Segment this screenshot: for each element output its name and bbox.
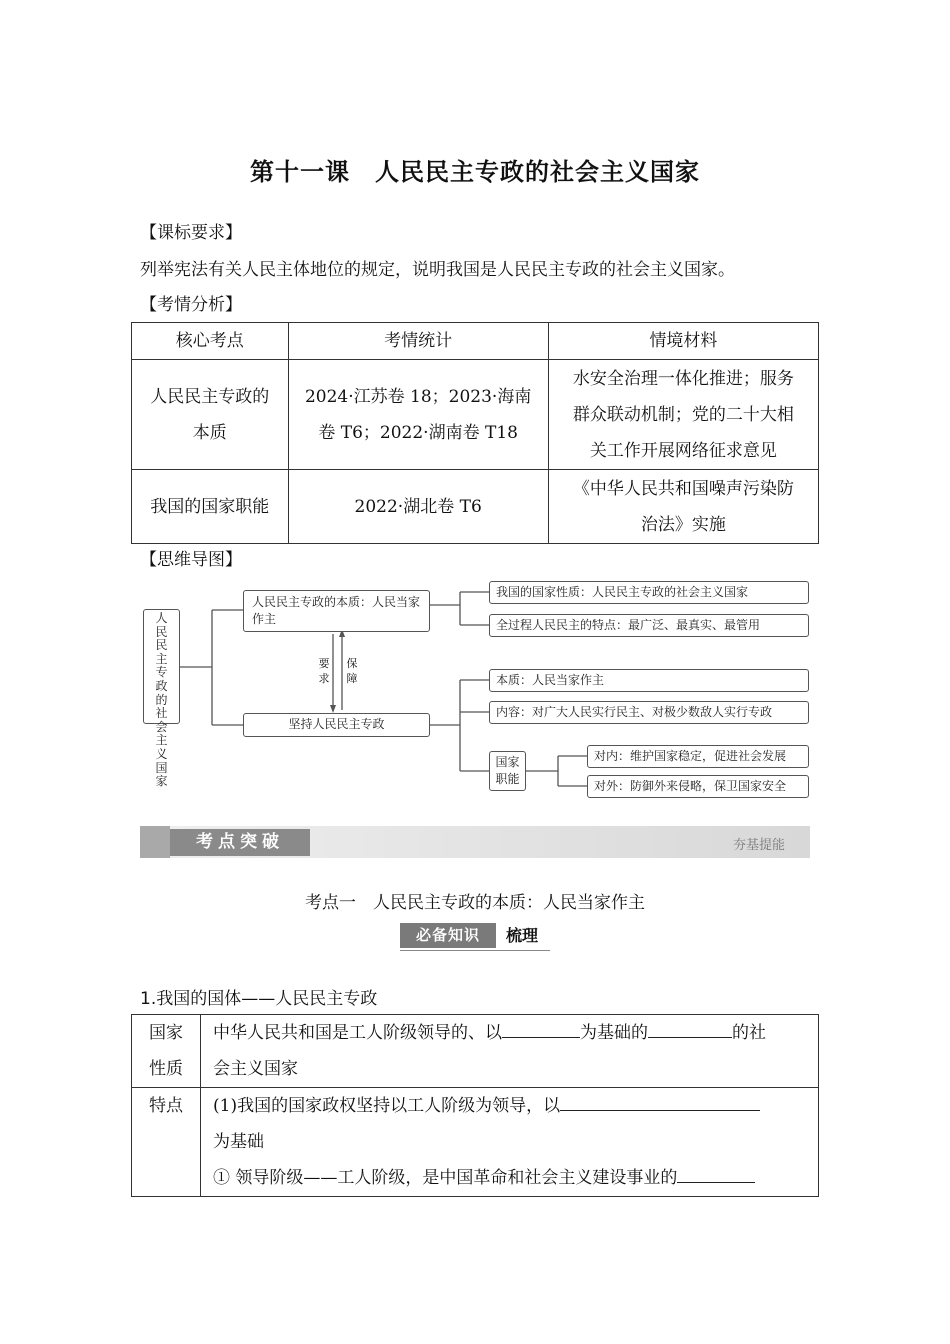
section1-title: 1.我国的国体——人民民主专政 — [140, 989, 378, 1009]
feature-cell: (1)我国的国家政权坚持以工人阶级为领导，以 为基础 ① 领导阶级——工人阶级，是中国革命和社会主义建设事业的 — [201, 1088, 819, 1197]
feature-head: 特点 — [132, 1088, 201, 1197]
blank-4[interactable] — [677, 1160, 755, 1183]
header-stats: 考情统计 — [288, 323, 548, 360]
mindmap-node-external: 对外：防御外来侵略，保卫国家安全 — [587, 775, 809, 798]
curriculum-text: 列举宪法有关人民主体地位的规定，说明我国是人民民主专政的社会主义国家。 — [140, 260, 735, 280]
mindmap-node-nature: 我国的国家性质：人民民主专政的社会主义国家 — [489, 581, 809, 604]
tag-underline — [400, 950, 550, 951]
header-topic: 核心考点 — [132, 323, 289, 360]
mindmap-req: 要求 — [318, 657, 330, 685]
banner-tab: 考点突破 — [170, 829, 310, 856]
row1-material: 水安全治理一体化推进；服务 群众联动机制；党的二十大相 关工作开展网络征求意见 — [548, 360, 818, 470]
row1-stats: 2024·江苏卷 18；2023·海南 卷 T6；2022·湖南卷 T18 — [288, 360, 548, 470]
row2-topic: 我国的国家职能 — [132, 470, 289, 544]
nature-head: 国家 性质 — [132, 1015, 201, 1088]
banner-strip — [140, 826, 170, 858]
mindmap-adhere: 坚持人民民主专政 — [243, 713, 430, 737]
point-title: 考点一 人民民主专政的本质：人民当家作主 — [305, 893, 645, 913]
banner-right-text: 夯基提能 — [732, 838, 785, 853]
mindmap-node-whole-process: 全过程人民民主的特点：最广泛、最真实、最管用 — [489, 614, 809, 637]
blank-1[interactable] — [502, 1015, 580, 1038]
header-material: 情境材料 — [548, 323, 818, 360]
mindmap-root: 人民民主专政的社会主义国家 — [143, 609, 180, 724]
nature-cell: 中华人民共和国是工人阶级领导的、以 为基础的 的社 会主义国家 — [201, 1015, 819, 1088]
tag-review: 梳理 — [506, 926, 539, 945]
knowledge-table — [131, 1014, 819, 1197]
mindmap-label: 【思维导图】 — [140, 550, 242, 570]
mindmap-node-content: 内容：对广大人民实行民主、对极少数敌人实行专政 — [489, 701, 809, 724]
analysis-label: 【考情分析】 — [140, 295, 242, 315]
tag-knowledge: 必备知识 — [400, 923, 496, 948]
blank-2[interactable] — [648, 1015, 732, 1038]
row2-stats: 2022·湖北卷 T6 — [288, 470, 548, 544]
mindmap-node-functions: 国家职能 — [489, 751, 526, 791]
mindmap-guar: 保障 — [346, 657, 358, 685]
curriculum-label: 【课标要求】 — [140, 223, 242, 243]
row2-material: 《中华人民共和国噪声污染防 治法》实施 — [548, 470, 818, 544]
page-title: 第十一课 人民民主专政的社会主义国家 — [250, 157, 700, 186]
row1-topic: 人民民主专政的 本质 — [132, 360, 289, 470]
mindmap-node-essence: 本质：人民当家作主 — [489, 669, 809, 692]
mindmap-node-internal: 对内：维护国家稳定，促进社会发展 — [587, 745, 809, 768]
blank-3[interactable] — [560, 1088, 760, 1111]
mindmap-essence: 人民民主专政的本质：人民当家作主 — [243, 590, 430, 632]
